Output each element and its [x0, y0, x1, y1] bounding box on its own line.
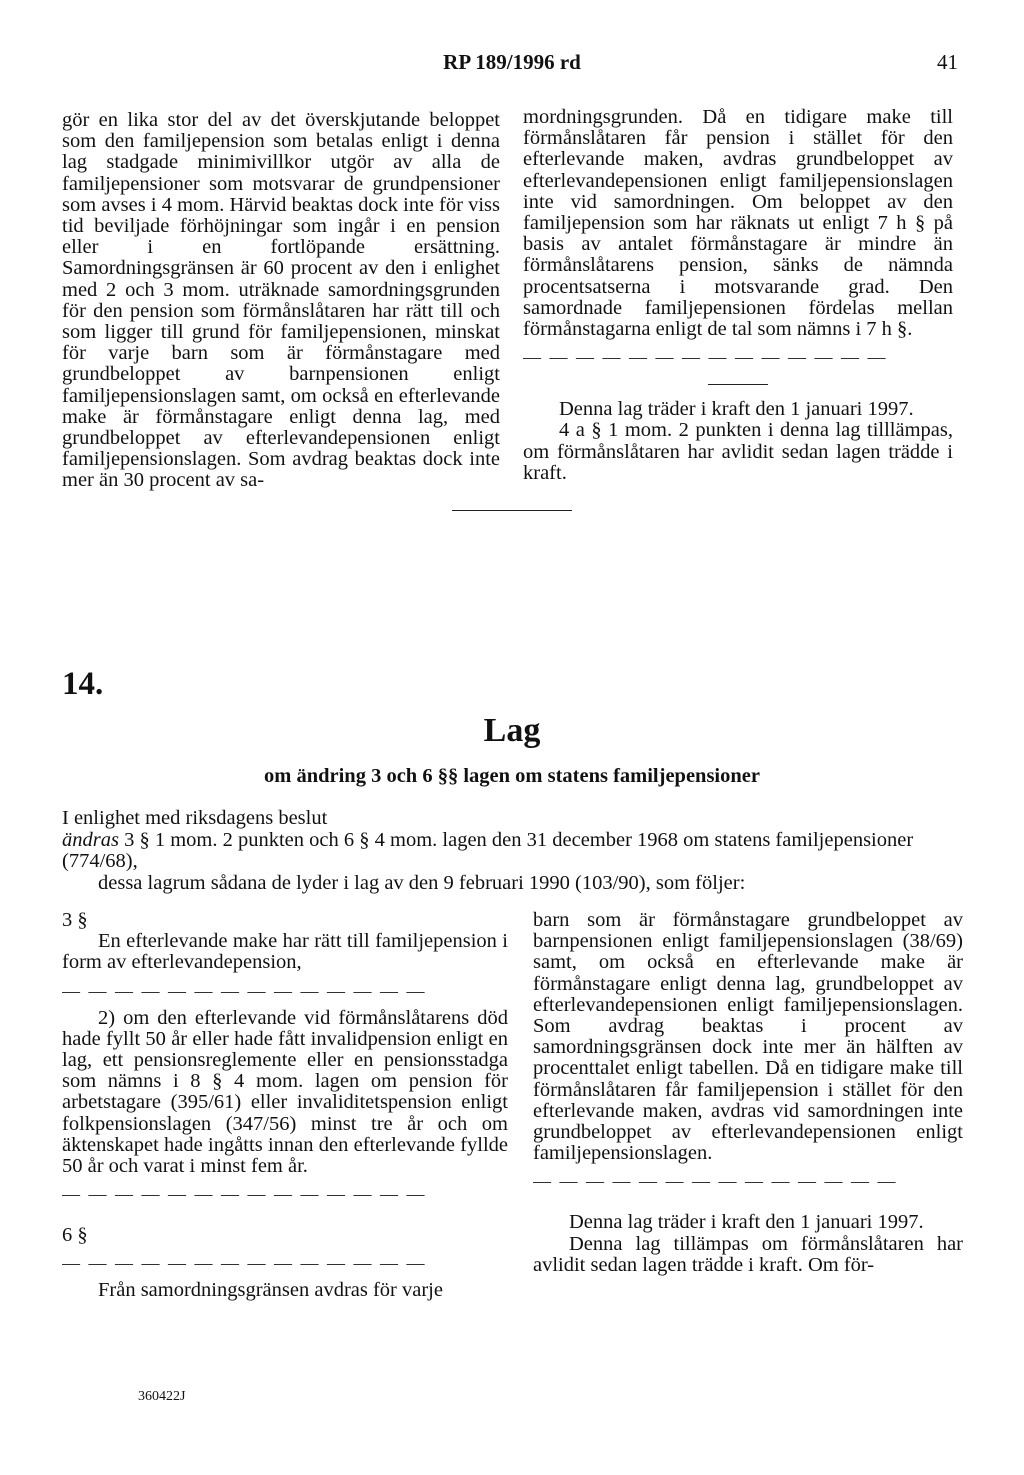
omission-dashes: — — — — — — — — — — — — — — [62, 981, 427, 1000]
enactment-line: dessa lagrum sådana de lyder i lag av den 9 februari 1990 (103/90), som följer: [98, 871, 746, 894]
end-rule [452, 510, 572, 511]
list-item: 2) om den efterlevande vid förmånslåtarens död hade fyllt 50 år eller hade fått invalidpension enligt en lag, ett pensionsreglemente eller en pensionsstadga som nämns i 8 § 4 mom. lagen om pension för arbetstagare (395/61) eller invaliditetspension enligt folkpensionslagen (347/56) minst tre år och om äktenskapet hade ingåtts innan den efterlevande fyllde 50 år och varat i minst fem år. [62, 1006, 508, 1178]
law-title: Lag [483, 712, 541, 749]
enactment-line [62, 830, 957, 873]
applicability-note: 4 a § 1 mom. 2 punkten i denna lag tilllämpas, om förmånslåtaren har avlidit sedan lagen trädde i kraft. [523, 419, 953, 484]
running-header: RP 189/1996 rd [443, 50, 581, 74]
applicability-note: Denna lag tillämpas om förmånslåtaren har avlidit sedan lagen trädde i kraft. Om för- [533, 1232, 963, 1276]
print-code: 360422J [138, 1389, 186, 1404]
section-rule [708, 384, 768, 385]
amended-word: ändras [62, 828, 119, 851]
entry-into-force: Denna lag träder i kraft den 1 januari 1997. [569, 1211, 924, 1234]
amendment-text: 3 § 1 mom. 2 punkten och 6 § 4 mom. lagen den 31 december 1968 om statens familjepensioner (774/68), [62, 828, 914, 872]
section-heading: 3 § [62, 909, 88, 931]
omission-dashes: — — — — — — — — — — — — — — [62, 1185, 427, 1204]
page-number: 41 [937, 50, 958, 74]
top-left-column [62, 110, 500, 511]
law-subtitle: om ändring 3 och 6 §§ lagen om statens familjepensioner [264, 765, 760, 787]
paragraph: Från samordningsgränsen avdras för varje [98, 1279, 443, 1302]
entry-into-force: Denna lag träder i kraft den 1 januari 1997. [559, 398, 914, 421]
omission-dashes: — — — — — — — — — — — — — — [523, 348, 888, 367]
omission-dashes: — — — — — — — — — — — — — — [62, 1254, 427, 1273]
top-right-column [523, 107, 953, 484]
omission-dashes: — — — — — — — — — — — — — — [533, 1172, 898, 1191]
paragraph: mordningsgrunden. Då en tidigare make till förmånslåtaren får pension i stället för den efterlevande maken, avdras grundbeloppet av efterlevandepensionen enligt familjepensionslagen inte vid samordningen. Om beloppet av den familjepension som har räknats ut enligt 7 h § på basis av antalet förmånstagare är mindre än förmånslåtarens pension, sänks de nämnda procentsatserna i motsvarande grad. Den samordnade familjepensionen fördelas mellan förmånstagarna enligt de tal som nämns i 7 h §. [523, 106, 953, 341]
section-heading: 6 § [62, 1224, 88, 1247]
paragraph: En efterlevande make har rätt till familjepension i form av efterlevandepension, [62, 930, 508, 974]
paragraph: gör en lika stor del av det överskjutande beloppet som den familjepension som betalas enligt i denna lag stadgade minimivillkor utgör av alla de familjepensioner som motsvarar de grundpensioner som avses i 4 mom. Härvid beaktas dock inte för viss tid beviljade förhöjningar som ingår i en pension eller i en fortlöpande ersättning. Samordningsgränsen är 60 procent av den i enlighet med 2 och 3 mom. uträknade samordningsgrunden för den pension som förmånslåtaren har rätt till och som ligger till grund för familjepensionen, minskat för varje barn som är förmånstagare med grundbeloppet av barnpensionen enligt familjepensionslagen samt, om också en efterlevande make är förmånstagare enligt denna lag, med grundbeloppet av efterlevandepensionen enligt familjepensionslagen. Som avdrag beaktas dock inte mer än 30 procent av sa- [62, 109, 500, 492]
enactment-clause [62, 808, 957, 894]
law-number: 14. [62, 666, 104, 702]
paragraph: barn som är förmånstagare grundbeloppet av barnpensionen enligt familjepensionslagen (38/69) samt, om också en efterlevande make är förmånstagare enligt denna lag, grundbeloppet av efterlevandepensionen enligt familjepensionslagen. Som avdrag beaktas i procent av samordningsgränsen dock inte mer än hälften av procenttalet enligt tabellen. Då en tidigare make till förmånslåtaren får familjepension i stället för den efterlevande maken, avdras vid samordningen inte grundbeloppet av efterlevandepensionen enligt familjepensionslagen. [533, 909, 963, 1165]
enactment-line: I enlighet med riksdagens beslut [62, 807, 328, 829]
bottom-right-column [533, 910, 963, 1276]
bottom-left-column [62, 910, 508, 1302]
